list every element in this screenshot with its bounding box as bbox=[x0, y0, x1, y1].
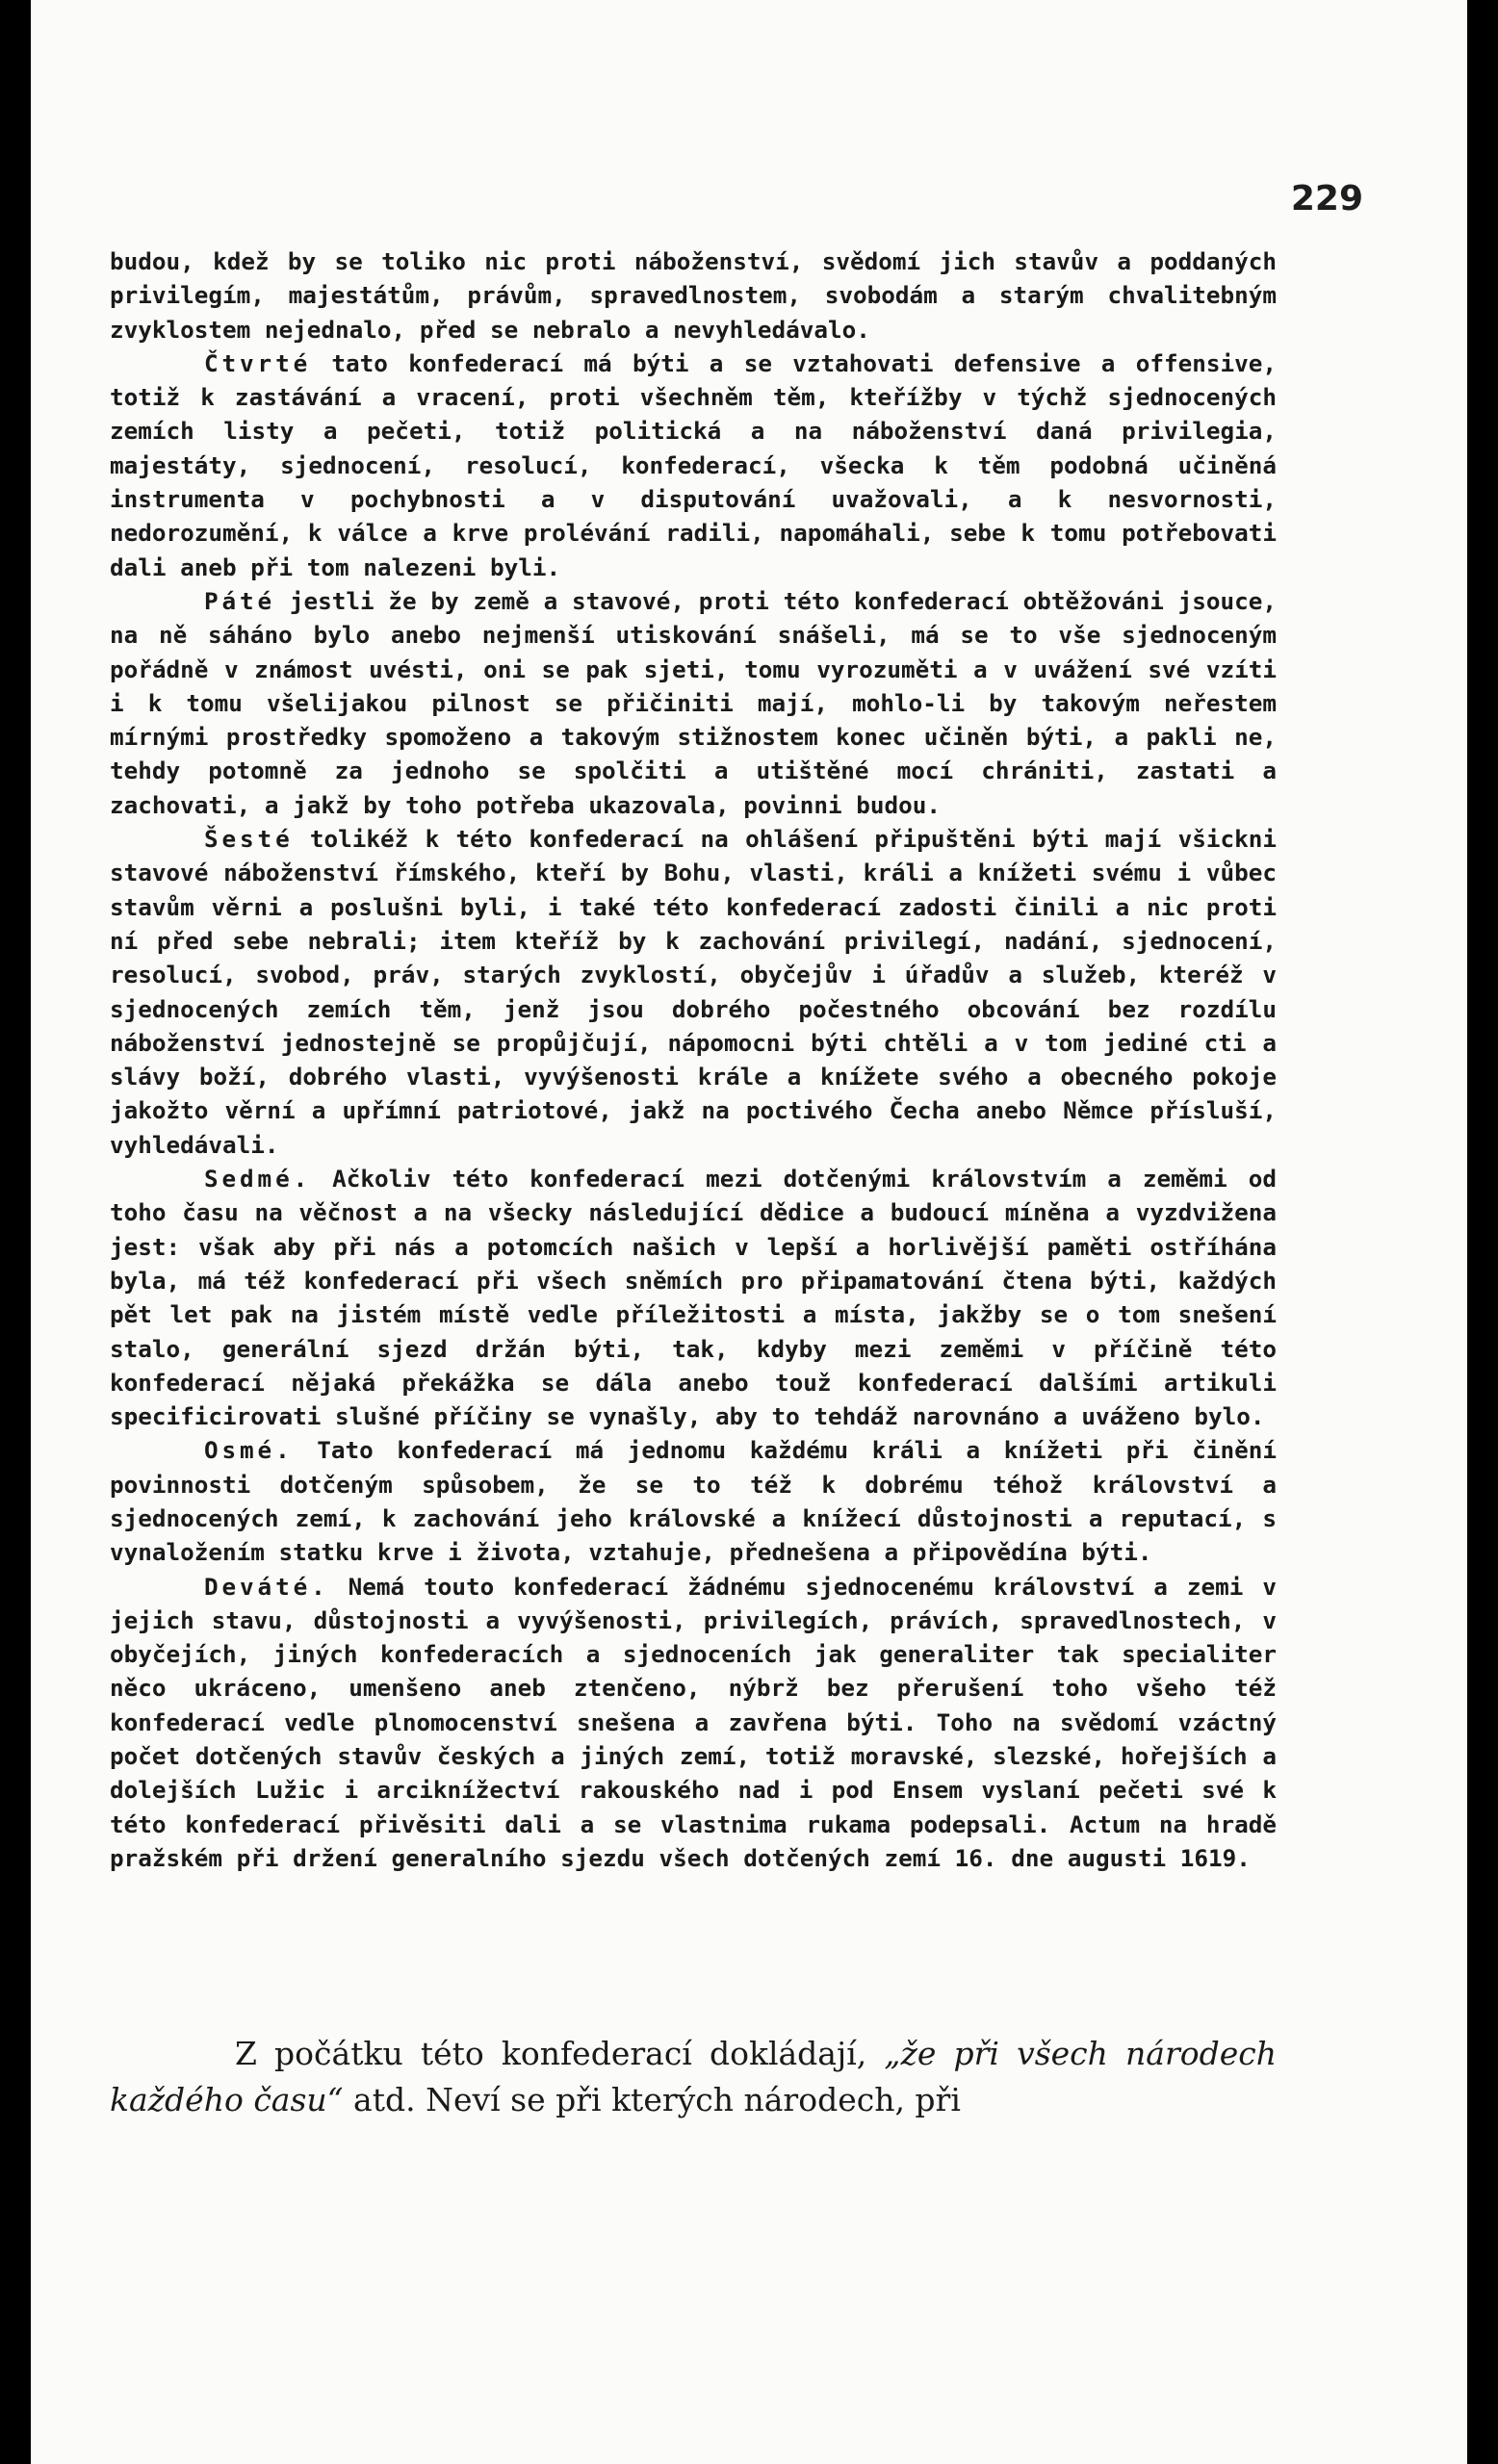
paragraph-text: Tato konfederací má jednomu každému králi a knížeti při činění povinnosti dotčeným spůsobem, že se to též k dobrému téhož království a sjednocených zemí, k zachování jeho královské a knížecí důstojnosti a reputací, s vynaložením statku krve i života, vztahuje, přednešena a připovědína býti. bbox=[110, 1436, 1277, 1567]
page-number: 229 bbox=[1290, 179, 1363, 218]
paragraph-ctvrte bbox=[110, 346, 1277, 584]
main-paragraph bbox=[110, 2031, 1277, 2123]
confederation-text-block bbox=[110, 244, 1277, 1875]
main-quote: „že při všech národech každého času“ bbox=[110, 2035, 1277, 2118]
paragraph-text: budou, kdež by se toliko nic proti náboženství, svědomí jich stavův a poddaných privilegím, majestátům, právům, spravedlnostem, svobodám a starým chvalitebným zvyklostem nejednalo, před se nebralo a nevyhledávalo. bbox=[110, 247, 1277, 344]
paragraph-lead: Osmé. bbox=[204, 1436, 294, 1465]
main-text-block bbox=[110, 2031, 1277, 2123]
paragraph-text: Nemá touto konfederací žádnému sjednocenému království a zemi v jejich stavu, důstojnosti a vyvýšenosti, privilegích, právích, spravedlnostech, v obyčejích, jiných konfederacích a sjednoceních jak generaliter tak specialiter něco ukráceno, umenšeno aneb ztenčeno, nýbrž bez přerušení toho všeho též konfederací vedle plnomocenství snešena a zavřena býti. Toho na svědomí vzáctný počet dotčených stavův českých a jiných zemí, totiž moravské, slezské, hořejších a dolejších Lužic i arciknížectví rakouského nad i pod Ensem vyslaní pečeti své k této konfederací přivěsiti dali a se vlastnima rukama podepsali. Actum na hradě pražském při držení generalního sjezdu všech dotčených zemí 16. dne augusti 1619. bbox=[110, 1572, 1277, 1872]
paragraph-devate bbox=[110, 1570, 1277, 1876]
book-page bbox=[31, 0, 1467, 2464]
paragraph-lead: Šesté bbox=[204, 825, 294, 854]
main-text-end: atd. Neví se při kterých národech, při bbox=[343, 2081, 961, 2118]
paragraph-text: Ačkoliv této konfederací mezi dotčenými královstvím a zeměmi od toho času na věčnost a na všecky následující dědice a budoucí míněna a vyzdvižena jest: však aby při nás a potomcích našich v lepší a horlivější paměti ostříhána byla, má též konfederací při všech sněmích pro připamatování čtena býti, každých pět let pak na jistém místě vedle příležitosti a místa, jakžby se o tom snešení stalo, generální sjezd držán býti, tak, kdyby mezi zeměmi v příčině této konfederací nějaká překážka se dála anebo touž konfederací dalšími artikuli specificirovati slušné příčiny se vynašly, aby to tehdáž narovnáno a uváženo bylo. bbox=[110, 1165, 1277, 1431]
paragraph-osme bbox=[110, 1433, 1277, 1569]
paragraph-lead: Sedmé. bbox=[204, 1165, 312, 1194]
paragraph-lead: Páté bbox=[204, 586, 276, 615]
paragraph-lead: Deváté. bbox=[204, 1572, 329, 1601]
paragraph-continuation bbox=[110, 244, 1277, 346]
paragraph-text: tolikéž k této konfederací na ohlášení připuštěni býti mají všickni stavové náboženství římského, kteří by Bohu, vlasti, králi a knížeti svému i vůbec stavům věrni a poslušni byli, i také této konfederací zadosti činili a nic proti ní před sebe nebrali; item kteříž by k zachování privilegí, nadání, sjednocení, resolucí, svobod, práv, starých zvyklostí, obyčejův i úřadův a služeb, kteréž v sjednocených zemích těm, jenž jsou dobrého počestného obcování bez rozdílu náboženství jednostejně se propůjčují, nápomocni býti chtěli a v tom jediné cti a slávy boží, dobrého vlasti, vyvýšenosti krále a knížete svého a obecného pokoje jakožto věrní a upřímní patriotové, jakž na poctivého Čecha anebo Němce přísluší, vyhledávali. bbox=[110, 825, 1277, 1159]
paragraph-sedme bbox=[110, 1162, 1277, 1433]
main-text-start: Z počátku této konfederací dokládají, bbox=[235, 2035, 885, 2072]
paragraph-pate bbox=[110, 584, 1277, 822]
paragraph-text: jestli že by země a stavové, proti této konfederací obtěžováni jsouce, na ně sáháno bylo anebo nejmenší utiskování snášeli, má se to vše sjednoceným pořádně v známost uvésti, oni se pak sjeti, tomu vyrozuměti a v uvážení své vzíti i k tomu všelijakou pilnost se přičiniti mají, mohlo-li by takovým neřestem mírnými prostředky spomoženo a takovým stižnostem konec učiněn býti, a pakli ne, tehdy potomně za jednoho se spolčiti a utištěné mocí chrániti, zastati a zachovati, a jakž by toho potřeba ukazovala, povinni budou. bbox=[110, 586, 1277, 819]
paragraph-seste bbox=[110, 822, 1277, 1162]
paragraph-lead: Čtvrté bbox=[204, 348, 312, 377]
paragraph-text: tato konfederací má býti a se vztahovati defensive a offensive, totiž k zastávání a vracení, proti všechněm těm, kteřížby v týchž sjednocených zemích listy a pečeti, totiž politická a na náboženství daná privilegia, majestáty, sjednocení, resolucí, konfederací, všecka k těm podobná učiněná instrumenta v pochybnosti a v disputování uvažovali, a k nesvornosti, nedorozumění, k válce a krve prolévání radili, napomáhali, sebe k tomu potřebovati dali aneb při tom nalezeni byli. bbox=[110, 348, 1277, 581]
